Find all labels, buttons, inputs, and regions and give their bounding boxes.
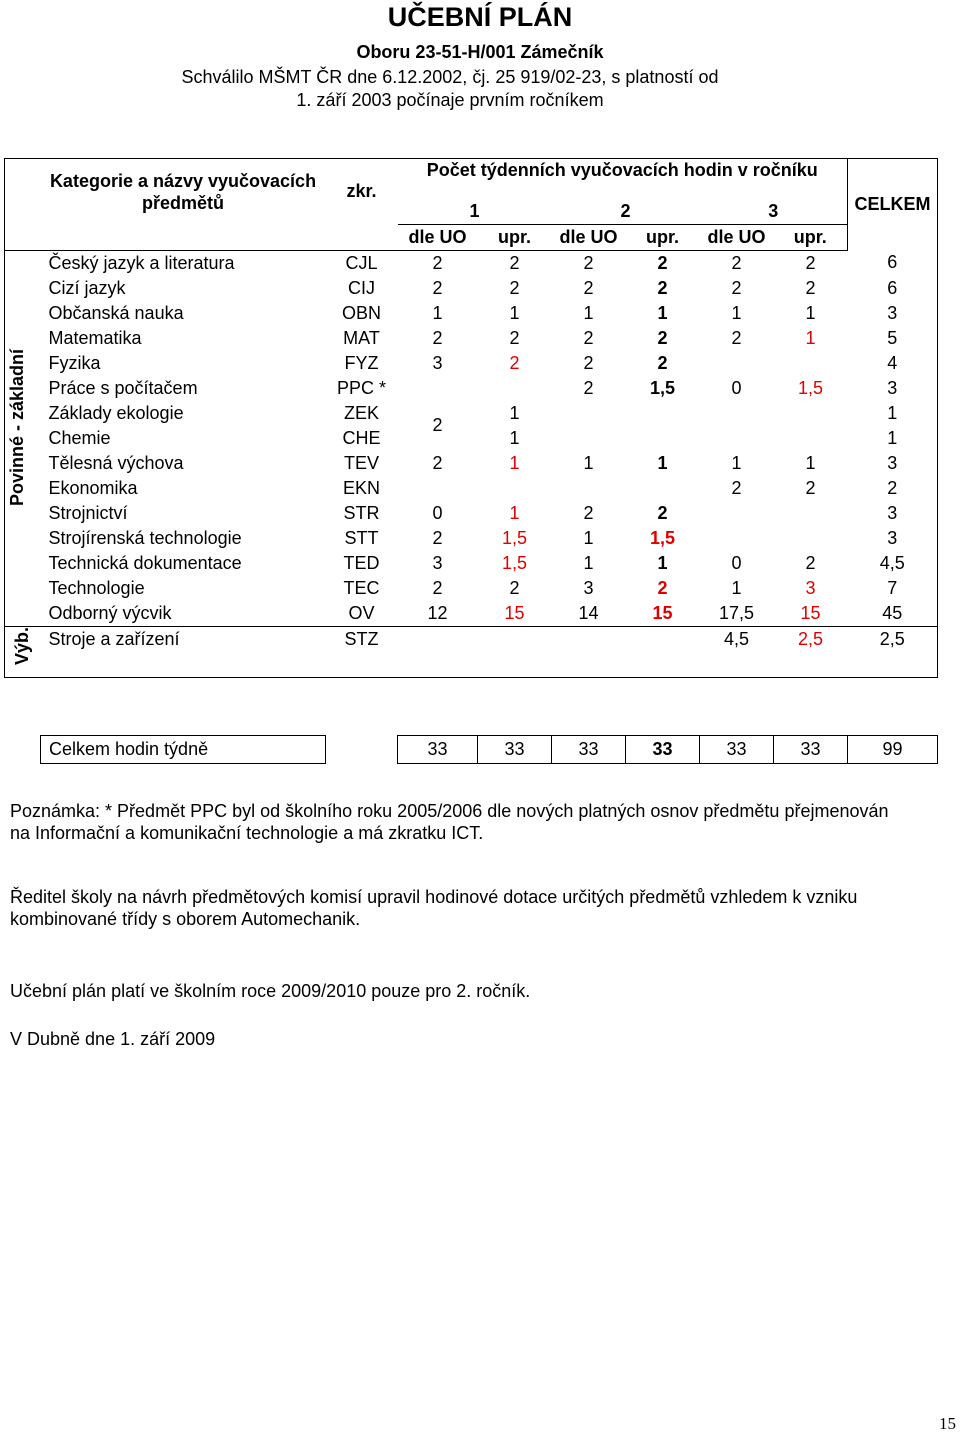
hours-cell	[552, 626, 626, 652]
abbr-header: zkr.	[326, 159, 398, 225]
subject-name: Ekonomika	[48, 477, 138, 498]
hours-cell	[774, 401, 848, 426]
hours-cell: 2	[583, 352, 594, 373]
hours-cell	[774, 526, 848, 551]
row-total: 5	[848, 326, 938, 351]
hours-cell: 2	[583, 252, 594, 273]
hours-cell	[700, 526, 774, 551]
table-row	[5, 576, 938, 601]
hours-cell: 2	[583, 377, 594, 398]
hours-cell: 2	[509, 252, 520, 273]
hours-cell	[626, 626, 700, 652]
row-total: 6	[848, 276, 938, 301]
hours-cell: 2	[805, 477, 816, 498]
subject-abbr: TEV	[343, 452, 379, 473]
table-row	[5, 250, 938, 276]
hours-cell: 1	[731, 577, 742, 598]
subject-abbr: CHE	[342, 427, 381, 448]
hours-cell: 2	[509, 577, 520, 598]
hours-cell: 2	[509, 352, 520, 373]
total-value: 33	[626, 736, 700, 764]
hours-cell	[478, 376, 552, 401]
hours-cell	[478, 476, 552, 501]
hours-cell: 2	[657, 277, 668, 298]
subject-abbr: FYZ	[344, 352, 379, 373]
table-row	[5, 351, 938, 376]
table-row	[5, 301, 938, 326]
table-row	[5, 501, 938, 526]
total-value: 33	[478, 736, 552, 764]
hours-cell: 2	[509, 327, 520, 348]
hours-cell: 2	[432, 327, 443, 348]
subject-abbr: OBN	[341, 302, 381, 323]
table-row	[5, 451, 938, 476]
hours-cell: 2	[432, 415, 443, 435]
hours-cell: 2	[583, 277, 594, 298]
hours-cell: 1	[583, 552, 594, 573]
hours-cell: 1	[509, 302, 520, 323]
field-of-study: Oboru 23-51-H/001 Zámečník	[356, 42, 604, 62]
hours-cell	[626, 426, 700, 451]
hours-cell	[700, 351, 774, 376]
subject-abbr: ZEK	[343, 402, 379, 423]
row-total: 1	[848, 401, 938, 426]
hours-cell: 2	[432, 452, 443, 473]
hours-cell: 2	[432, 277, 443, 298]
subject-name: Strojnictví	[48, 502, 128, 523]
hours-cell	[398, 476, 478, 501]
group-label-optional: Výb.	[12, 626, 33, 665]
sub-header-1-upr: upr.	[478, 224, 552, 250]
hours-cell	[626, 476, 700, 501]
hours-cell	[774, 501, 848, 526]
hours-cell	[700, 401, 774, 426]
hours-cell: 0	[432, 502, 443, 523]
hours-cell: 2	[583, 327, 594, 348]
hours-cell: 2	[583, 502, 594, 523]
year-2-header: 2	[620, 200, 631, 221]
sub-header-3-uo: dle UO	[700, 224, 774, 250]
hours-cell: 2	[805, 252, 816, 273]
curriculum-table	[4, 158, 938, 678]
row-total: 3	[848, 451, 938, 476]
hours-cell: 0	[731, 377, 742, 398]
hours-cell: 1	[805, 452, 816, 473]
hours-cell: 2	[657, 502, 668, 523]
hours-cell: 17,5	[718, 602, 755, 623]
subject-name: Tělesná výchova	[48, 452, 184, 473]
subject-abbr: CJL	[345, 252, 378, 273]
row-total: 3	[848, 376, 938, 401]
hours-cell: 1	[583, 452, 594, 473]
hours-cell: 1	[657, 552, 668, 573]
hours-cell: 1	[509, 402, 520, 423]
hours-cell: 2	[509, 277, 520, 298]
row-total: 4	[848, 351, 938, 376]
row-total: 2,5	[848, 626, 938, 652]
subject-abbr: TEC	[343, 577, 380, 598]
subject-abbr: CIJ	[348, 277, 375, 298]
hours-cell: 1,5	[501, 527, 528, 548]
subject-name: Občanská nauka	[48, 302, 184, 323]
subject-abbr: TED	[343, 552, 380, 573]
hours-cell	[552, 426, 626, 451]
hours-cell: 1	[509, 427, 520, 448]
hours-header: Počet týdenních vyučovacích hodin v ročníku	[398, 159, 848, 199]
hours-cell: 1	[657, 452, 668, 473]
hours-cell: 2	[432, 577, 443, 598]
subject-abbr: STT	[344, 527, 379, 548]
hours-cell: 4,5	[700, 626, 774, 652]
subject-name: Stroje a zařízení	[41, 626, 326, 652]
hours-cell: 1	[509, 502, 520, 523]
subject-name: Odborný výcvik	[48, 602, 172, 623]
hours-cell: 1,5	[649, 527, 676, 548]
hours-cell: 14	[578, 602, 599, 623]
subject-abbr: EKN	[342, 477, 380, 498]
total-value: 33	[700, 736, 774, 764]
hours-cell: 2	[657, 327, 668, 348]
hours-cell: 15	[504, 602, 525, 623]
note-ppc: Poznámka: * Předmět PPC byl od školního roku 2005/2006 dle nových platných osnov předmětu přejmenován na Informační a komunikační technologie a má zkratku ICT.	[10, 801, 889, 843]
subject-name: Fyzika	[48, 352, 101, 373]
hours-cell	[398, 626, 478, 652]
hours-cell	[398, 376, 478, 401]
subject-name: Technická dokumentace	[48, 552, 242, 573]
hours-cell	[700, 426, 774, 451]
hours-cell: 2	[657, 352, 668, 373]
row-total: 45	[848, 601, 938, 627]
totals-table	[40, 735, 938, 764]
table-row	[5, 476, 938, 501]
subject-name: Technologie	[48, 577, 145, 598]
hours-cell: 2	[731, 327, 742, 348]
hours-cell: 1,5	[501, 552, 528, 573]
sub-header-1-uo: dle UO	[398, 224, 478, 250]
subject-name: Cizí jazyk	[48, 277, 126, 298]
hours-cell: 15	[800, 602, 821, 623]
row-total: 3	[848, 301, 938, 326]
hours-cell: 3	[432, 552, 443, 573]
row-total: 3	[848, 501, 938, 526]
category-header: Kategorie a názvy vyučovacích předmětů	[41, 159, 326, 225]
group-label-mandatory: Povinné - základní	[7, 348, 27, 506]
subject-abbr: STZ	[326, 626, 398, 652]
sub-header-2-upr: upr.	[626, 224, 700, 250]
hours-cell: 3	[583, 577, 594, 598]
hours-cell: 1	[432, 302, 443, 323]
table-row	[5, 276, 938, 301]
row-total: 6	[848, 250, 938, 276]
year-1-header: 1	[469, 200, 480, 221]
subject-name: Základy ekologie	[48, 402, 184, 423]
hours-cell	[774, 426, 848, 451]
table-row	[5, 326, 938, 351]
hours-cell: 2	[432, 527, 443, 548]
hours-cell: 1	[805, 327, 816, 348]
row-total: 7	[848, 576, 938, 601]
row-total: 1	[848, 426, 938, 451]
hours-cell: 1,5	[649, 377, 676, 398]
sub-header-2-uo: dle UO	[552, 224, 626, 250]
note-director: Ředitel školy na návrh předmětových komisí upravil hodinové dotace určitých předmětů vzhledem k vzniku kombinované třídy s oborem Automechanik.	[10, 887, 858, 929]
hours-cell	[774, 351, 848, 376]
hours-cell: 2	[731, 252, 742, 273]
hours-cell: 3	[805, 577, 816, 598]
hours-cell: 1	[805, 302, 816, 323]
hours-cell	[552, 476, 626, 501]
table-row	[5, 551, 938, 576]
totals-label: Celkem hodin týdně	[41, 736, 326, 764]
grand-total: 99	[848, 736, 938, 764]
table-row	[5, 376, 938, 401]
total-value: 33	[774, 736, 848, 764]
subject-name: Strojírenská technologie	[48, 527, 242, 548]
hours-cell: 1	[583, 527, 594, 548]
hours-cell: 2,5	[774, 626, 848, 652]
hours-cell	[552, 401, 626, 426]
sub-header-3-upr: upr.	[774, 224, 848, 250]
table-row	[5, 626, 938, 652]
table-row	[5, 401, 938, 426]
hours-cell: 12	[427, 602, 448, 623]
hours-cell: 1	[509, 452, 520, 473]
row-total: 2	[848, 476, 938, 501]
row-total: 3	[848, 526, 938, 551]
table-row-empty	[5, 652, 938, 678]
hours-cell: 2	[657, 577, 668, 598]
place-date: V Dubně dne 1. září 2009	[10, 1029, 216, 1049]
subject-abbr: PPC *	[336, 377, 387, 398]
note-validity: Učební plán platí ve školním roce 2009/2010 pouze pro 2. ročník.	[10, 981, 531, 1001]
table-row	[5, 601, 938, 627]
subject-abbr: STR	[343, 502, 380, 523]
hours-cell: 3	[432, 352, 443, 373]
hours-cell	[626, 401, 700, 426]
subject-abbr: MAT	[343, 327, 380, 348]
hours-cell: 1,5	[797, 377, 824, 398]
totals-row	[41, 736, 938, 764]
page-title: UČEBNÍ PLÁN	[387, 2, 573, 32]
subject-name: Chemie	[48, 427, 111, 448]
table-row	[5, 526, 938, 551]
hours-cell: 1	[731, 452, 742, 473]
hours-cell	[478, 626, 552, 652]
total-value: 33	[398, 736, 478, 764]
row-total: 4,5	[848, 551, 938, 576]
subject-name: Matematika	[48, 327, 142, 348]
hours-cell: 1	[731, 302, 742, 323]
hours-cell: 2	[432, 252, 443, 273]
total-header: CELKEM	[848, 159, 938, 251]
hours-cell: 2	[731, 277, 742, 298]
hours-cell: 2	[731, 477, 742, 498]
hours-cell: 1	[583, 302, 594, 323]
hours-cell: 1	[657, 302, 668, 323]
subject-name: Český jazyk a literatura	[48, 252, 235, 273]
subject-abbr: OV	[348, 602, 375, 623]
hours-cell: 2	[657, 252, 668, 273]
hours-cell	[700, 501, 774, 526]
year-3-header: 3	[768, 200, 779, 221]
hours-cell: 15	[652, 602, 673, 623]
total-value: 33	[552, 736, 626, 764]
hours-cell: 2	[805, 552, 816, 573]
hours-cell: 2	[805, 277, 816, 298]
approval-statement: Schválilo MŠMT ČR dne 6.12.2002, čj. 25 919/02-23, s platností od 1. září 2003 počínaje prvním ročníkem	[181, 67, 719, 110]
page-number: 15	[939, 1414, 956, 1433]
hours-cell: 0	[731, 552, 742, 573]
subject-name: Práce s počítačem	[48, 377, 198, 398]
